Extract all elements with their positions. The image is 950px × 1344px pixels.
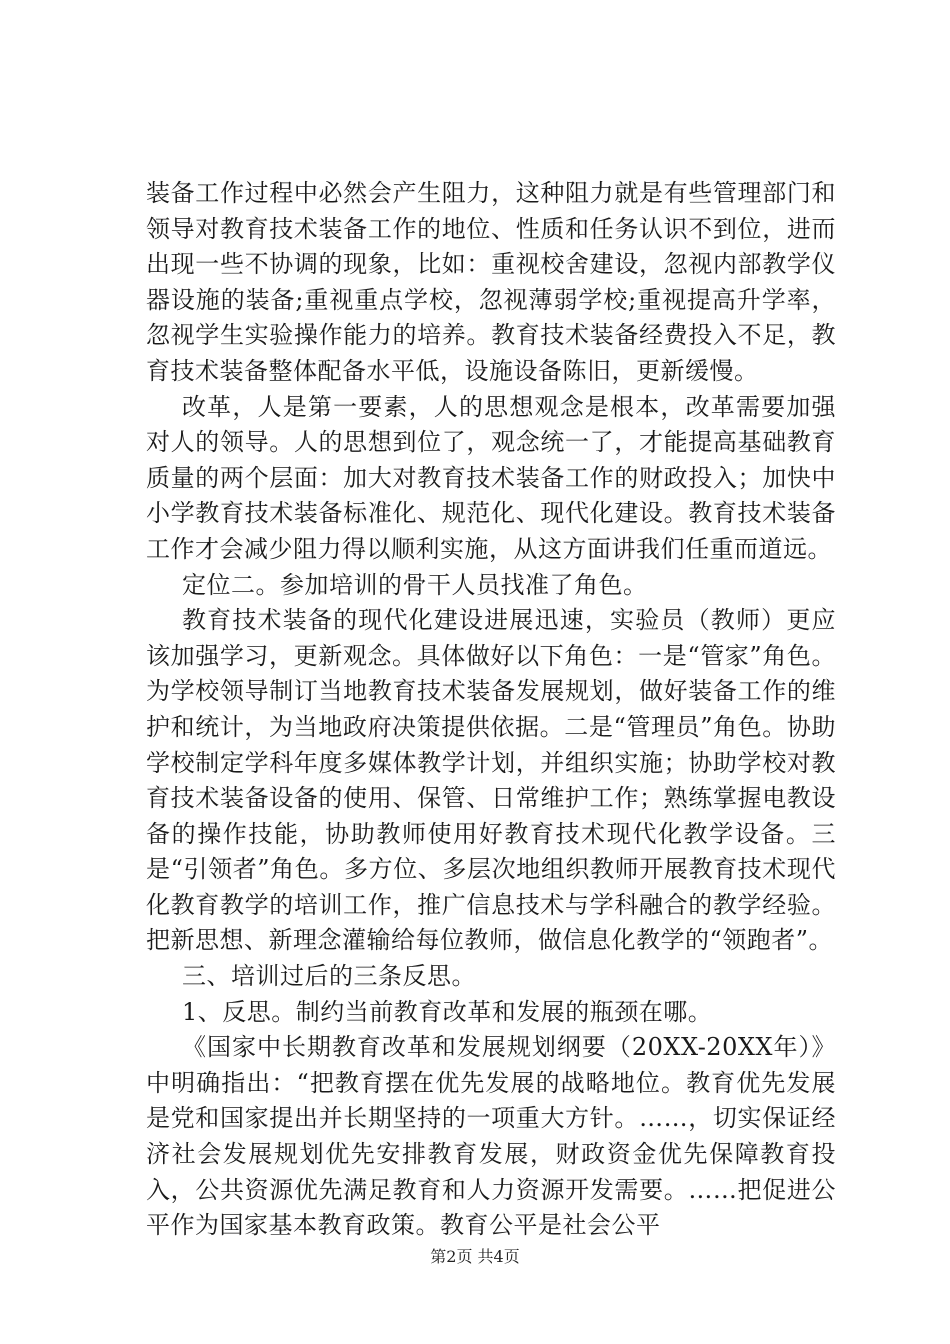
paragraph: 改革，人是第一要素，人的思想观念是根本，改革需要加强对人的领导。人的思想到位了，观念统一了，才能提高基础教育质量的两个层面：加大对教育技术装备工作的财政投入；加快中小学教育技术装备标准化、规范化、现代化建设。教育技术装备工作才会减少阻力得以顺利实施，从这方面讲我们任重而道远。 — [146, 392, 836, 563]
paragraph: 《国家中长期教育改革和发展规划纲要（20XX-20XX年）》中明确指出：“把教育摆在优先发展的战略地位。教育优先发展是党和国家提出并长期坚持的一项重大方针。……，切实保证经济社会发展规划优先安排教育发展，财政资金优先保障教育投入，公共资源优先满足教育和人力资源开发需要。……把促进公平作为国家基本教育政策。教育公平是社会公平 — [146, 1033, 836, 1240]
section-heading: 三、培训过后的三条反思。 — [182, 962, 476, 991]
document-body — [146, 176, 836, 1244]
subsection-heading: 1、反思。制约当前教育改革和发展的瓶颈在哪。 — [182, 997, 713, 1026]
paragraph: 装备工作过程中必然会产生阻力，这种阻力就是有些管理部门和领导对教育技术装备工作的地位、性质和任务认识不到位，进而出现一些不协调的现象，比如：重视校舍建设，忽视内部教学仪器设施的装备;重视重点学校，忽视薄弱学校;重视提高升学率，忽视学生实验操作能力的培养。教育技术装备经费投入不足，教育技术装备整体配备水平低，设施设备陈旧，更新缓慢。 — [146, 179, 836, 385]
paragraph: 教育技术装备的现代化建设进展迅速，实验员（教师）更应该加强学习，更新观念。具体做好以下角色：一是“管家”角色。为学校领导制订当地教育技术装备发展规划，做好装备工作的维护和统计，为当地政府决策提供依据。二是“管理员”角色。协助学校制定学科年度多媒体教学计划，并组织实施；协助学校对教育技术装备设备的使用、保管、日常维护工作；熟练掌握电教设备的操作技能，协助教师使用好教育技术现代化教学设备。三是“引领者”角色。多方位、多层次地组织教师开展教育技术现代化教育教学的培训工作，推广信息技术与学科融合的教学经验。把新思想、新理念灌输给每位教师，做信息化教学的“领跑者”。 — [146, 606, 836, 955]
section-heading: 定位二。参加培训的骨干人员找准了角色。 — [182, 570, 648, 599]
page-footer: 第2页 共4页 — [430, 1247, 520, 1266]
